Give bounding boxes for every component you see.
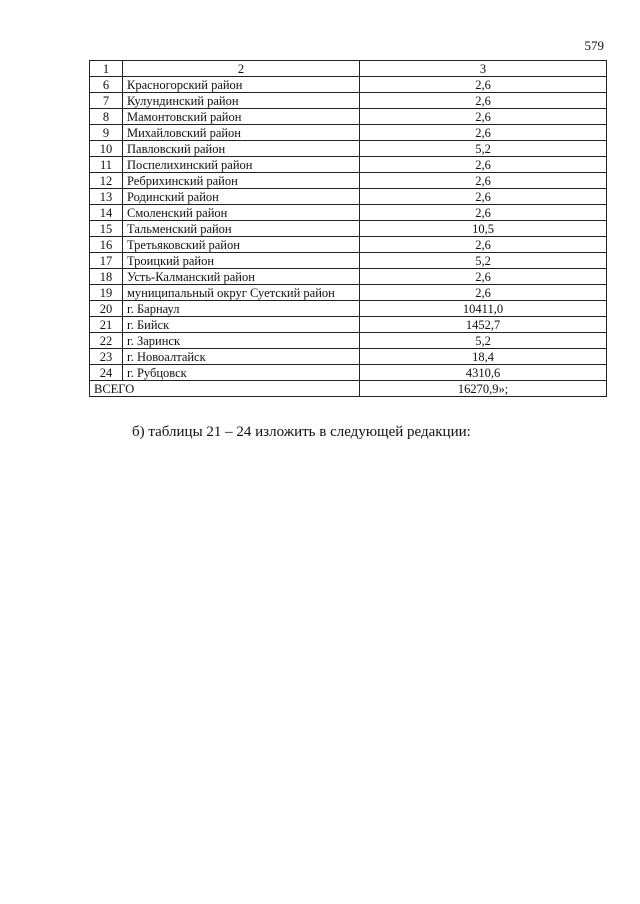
- table-row: [90, 301, 607, 317]
- row-number-cell: 20: [90, 301, 123, 317]
- row-number-cell: 11: [90, 157, 123, 173]
- instruction-text: б) таблицы 21 – 24 изложить в следующей редакции:: [132, 424, 471, 440]
- row-value-cell: 2,6: [360, 77, 607, 93]
- row-number-cell: 24: [90, 365, 123, 381]
- table-row: [90, 141, 607, 157]
- row-number-cell: 16: [90, 237, 123, 253]
- table-row: [90, 317, 607, 333]
- row-value-cell: 2,6: [360, 189, 607, 205]
- row-name-cell: муниципальный округ Суетский район: [123, 285, 360, 301]
- row-name-cell: Павловский район: [123, 141, 360, 157]
- row-name-cell: г. Бийск: [123, 317, 360, 333]
- header-cell-2: 2: [123, 61, 360, 77]
- row-name-cell: Мамонтовский район: [123, 109, 360, 125]
- table-row: [90, 349, 607, 365]
- row-value-cell: 2,6: [360, 285, 607, 301]
- header-cell-1: 1: [90, 61, 123, 77]
- row-name-cell: Усть-Калманский район: [123, 269, 360, 285]
- row-value-cell: 5,2: [360, 253, 607, 269]
- row-name-cell: г. Рубцовск: [123, 365, 360, 381]
- row-number-cell: 17: [90, 253, 123, 269]
- row-number-cell: 8: [90, 109, 123, 125]
- row-value-cell: 2,6: [360, 93, 607, 109]
- row-number-cell: 15: [90, 221, 123, 237]
- row-name-cell: г. Барнаул: [123, 301, 360, 317]
- row-name-cell: Смоленский район: [123, 205, 360, 221]
- row-name-cell: Кулундинский район: [123, 93, 360, 109]
- row-name-cell: Троицкий район: [123, 253, 360, 269]
- table-total-row: [90, 381, 607, 397]
- table-row: [90, 93, 607, 109]
- row-name-cell: г. Новоалтайск: [123, 349, 360, 365]
- table-row: [90, 125, 607, 141]
- row-value-cell: 4310,6: [360, 365, 607, 381]
- row-name-cell: Красногорский район: [123, 77, 360, 93]
- row-number-cell: 21: [90, 317, 123, 333]
- row-name-cell: г. Заринск: [123, 333, 360, 349]
- row-name-cell: Ребрихинский район: [123, 173, 360, 189]
- table-row: [90, 269, 607, 285]
- row-name-cell: Третьяковский район: [123, 237, 360, 253]
- row-value-cell: 10,5: [360, 221, 607, 237]
- row-value-cell: 1452,7: [360, 317, 607, 333]
- table-row: [90, 77, 607, 93]
- row-value-cell: 2,6: [360, 237, 607, 253]
- row-value-cell: 2,6: [360, 125, 607, 141]
- row-name-cell: Поспелихинский район: [123, 157, 360, 173]
- row-number-cell: 14: [90, 205, 123, 221]
- row-name-cell: Михайловский район: [123, 125, 360, 141]
- row-value-cell: 10411,0: [360, 301, 607, 317]
- total-value: 16270,9»;: [360, 381, 607, 397]
- row-number-cell: 23: [90, 349, 123, 365]
- row-value-cell: 18,4: [360, 349, 607, 365]
- row-value-cell: 5,2: [360, 333, 607, 349]
- row-value-cell: 2,6: [360, 173, 607, 189]
- table-row: [90, 365, 607, 381]
- row-number-cell: 10: [90, 141, 123, 157]
- row-name-cell: Родинский район: [123, 189, 360, 205]
- total-label: ВСЕГО: [90, 381, 360, 397]
- table-row: [90, 109, 607, 125]
- table-row: [90, 205, 607, 221]
- row-number-cell: 12: [90, 173, 123, 189]
- row-value-cell: 2,6: [360, 157, 607, 173]
- row-number-cell: 7: [90, 93, 123, 109]
- table-row: [90, 237, 607, 253]
- row-name-cell: Тальменский район: [123, 221, 360, 237]
- row-number-cell: 22: [90, 333, 123, 349]
- row-number-cell: 6: [90, 77, 123, 93]
- row-value-cell: 5,2: [360, 141, 607, 157]
- data-table: [89, 60, 607, 397]
- table-row: [90, 285, 607, 301]
- table-header-row: [90, 61, 607, 77]
- row-value-cell: 2,6: [360, 109, 607, 125]
- table-row: [90, 189, 607, 205]
- row-number-cell: 13: [90, 189, 123, 205]
- row-value-cell: 2,6: [360, 269, 607, 285]
- table-row: [90, 221, 607, 237]
- table-row: [90, 333, 607, 349]
- table-row: [90, 173, 607, 189]
- header-cell-3: 3: [360, 61, 607, 77]
- page-number: 579: [584, 38, 604, 53]
- table-row: [90, 253, 607, 269]
- row-value-cell: 2,6: [360, 205, 607, 221]
- row-number-cell: 9: [90, 125, 123, 141]
- table-row: [90, 157, 607, 173]
- row-number-cell: 18: [90, 269, 123, 285]
- row-number-cell: 19: [90, 285, 123, 301]
